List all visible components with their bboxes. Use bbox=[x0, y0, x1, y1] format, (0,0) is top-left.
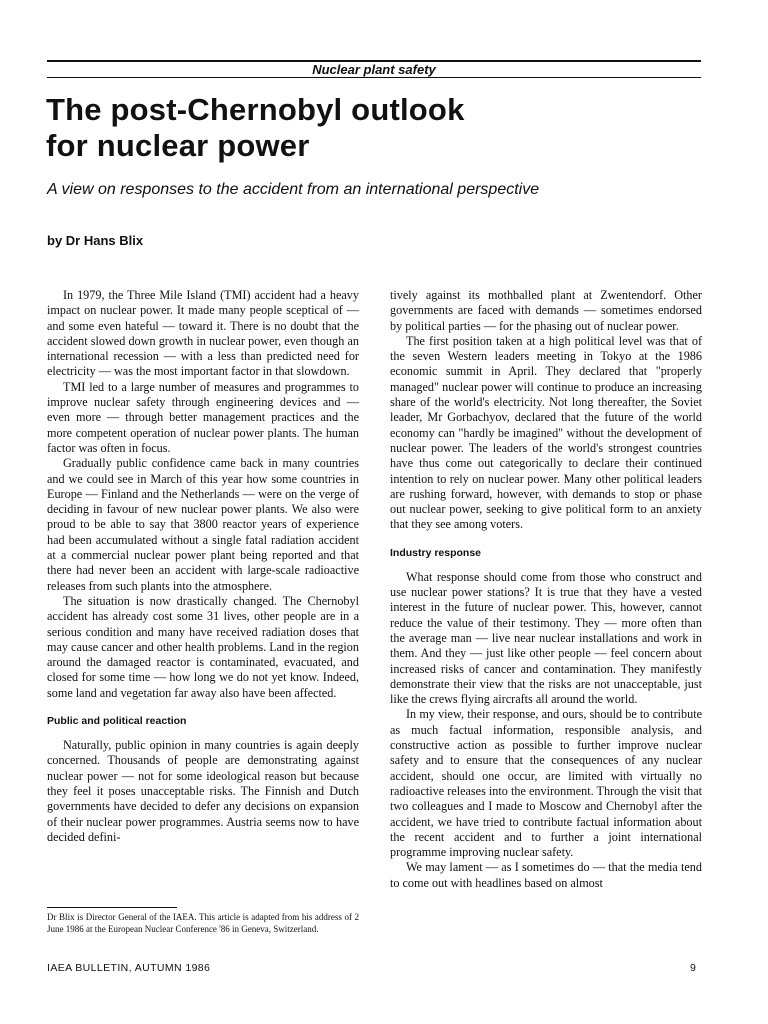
article-title bbox=[46, 92, 706, 164]
paragraph: What response should come from those who construct and use nuclear power stations? It is true that they have a vested interest in the future of nuclear power. This, however, cannot reduce the value of their testimony. They — more often than the average man — live near nuclear installations and work in them. And they — just like other people — feel concern about increased risks of cancer and contamination. They manifestly demonstrate their view that the risks are not unacceptable, just like the crews flying aircrafts all around the world. bbox=[390, 569, 702, 707]
paragraph: Gradually public confidence came back in many countries and we could see in March of this year how some countries in Europe — Finland and the Netherlands — were on the verge of deciding in favour of new nuclear power plants. We also were proud to be able to say that 3800 reactor years of experience had been accumulated without a single fatal radiation accident at a commercial nuclear power plant being reported and that there had never been an accident with large-scale radioactive releases from such plants into the atmosphere. bbox=[47, 456, 359, 593]
title-line-1: The post-Chernobyl outlook bbox=[46, 92, 465, 127]
left-column bbox=[47, 288, 359, 845]
section-label: Nuclear plant safety bbox=[312, 62, 436, 77]
section-heading-industry-response: Industry response bbox=[390, 546, 482, 559]
footnote: Dr Blix is Director General of the IAEA. This article is adapted from his address of 2 June 1986 at the European Nuclear Conference '86 in Geneva, Switzerland. bbox=[47, 912, 359, 934]
paragraph: In 1979, the Three Mile Island (TMI) accident had a heavy impact on nuclear power. It made many people sceptical of — and some even hateful — toward it. There is no doubt that the accident slowed down growth in nuclear power, even though an international recession — with a less than predicted need for electricity — was the most important factor in that slowdown. bbox=[47, 288, 359, 379]
article-subtitle: A view on responses to the accident from an international perspective bbox=[47, 181, 540, 198]
paragraph: Naturally, public opinion in many countries is again deeply concerned. Thousands of people are demonstrating against nuclear power — not for some ideological reason but because they feel it poses unacceptable risks. The Finnish and Dutch governments have decided to defer any decisions on expansion of their nuclear power programmes. Austria seems now to have decided defini- bbox=[47, 738, 359, 844]
footnote-rule bbox=[47, 907, 177, 908]
title-line-2: for nuclear power bbox=[46, 128, 310, 163]
paragraph: We may lament — as I sometimes do — that the media tend to come out with headlines based on almost bbox=[390, 860, 702, 890]
section-heading-public-reaction: Public and political reaction bbox=[47, 715, 187, 728]
right-column bbox=[390, 288, 702, 891]
paragraph: The first position taken at a high political level was that of the seven Western leaders meeting in Tokyo at the 1986 economic summit in April. They declared that "properly managed" nuclear power will continue to produce an increasing share of the world's electricity. Not long thereafter, the Soviet leader, Mr Gorbachyov, declared that the future of the world economy can "hardly be imagined" without the development of nuclear power. The leaders of the world's strongest countries have thus come out categorically to declare their continued intention to rely on nuclear power. Many other political leaders are rushing forward, however, with demands to stop or phase out nuclear power, seeking to give political form to an anxiety that they see among voters. bbox=[390, 333, 702, 532]
byline: by Dr Hans Blix bbox=[47, 233, 144, 248]
paragraph: In my view, their response, and ours, should be to contribute as much factual information, responsible analysis, and constructive action as possible to further improve nuclear safety and to ensure that the consequences of any nuclear accident, should one occur, are limited with virtually no radioactive releases into the environment. Through the visit that two colleagues and I made to Moscow and Chernobyl after the accident, we have tried to contribute factual information about the recent accident and to further a joint international programme improving nuclear safety. bbox=[390, 707, 702, 860]
page-number: 9 bbox=[690, 962, 696, 974]
paragraph-continued: tively against its mothballed plant at Zwentendorf. Other governments are faced with demands — sometimes endorsed by political parties — for the phasing out of nuclear power. bbox=[390, 288, 702, 333]
paragraph: TMI led to a large number of measures and programmes to improve nuclear safety through engineering devices and — even more — through better management practices and the more competent operation of nuclear power plants. The human factor was often in focus. bbox=[47, 379, 359, 455]
header-rule-bottom bbox=[47, 77, 701, 78]
publication-footer: IAEA BULLETIN, AUTUMN 1986 bbox=[47, 962, 211, 974]
paragraph: The situation is now drastically changed. The Chernobyl accident has already cost some 31 lives, other people are in a serious condition and many have received radiation doses that may cause cancer and other health problems. Land in the region around the damaged reactor is contaminated, evacuated, and closed for some time — how long we do not yet know. Indeed, some land and vegetation far away also have been affected. bbox=[47, 593, 359, 700]
